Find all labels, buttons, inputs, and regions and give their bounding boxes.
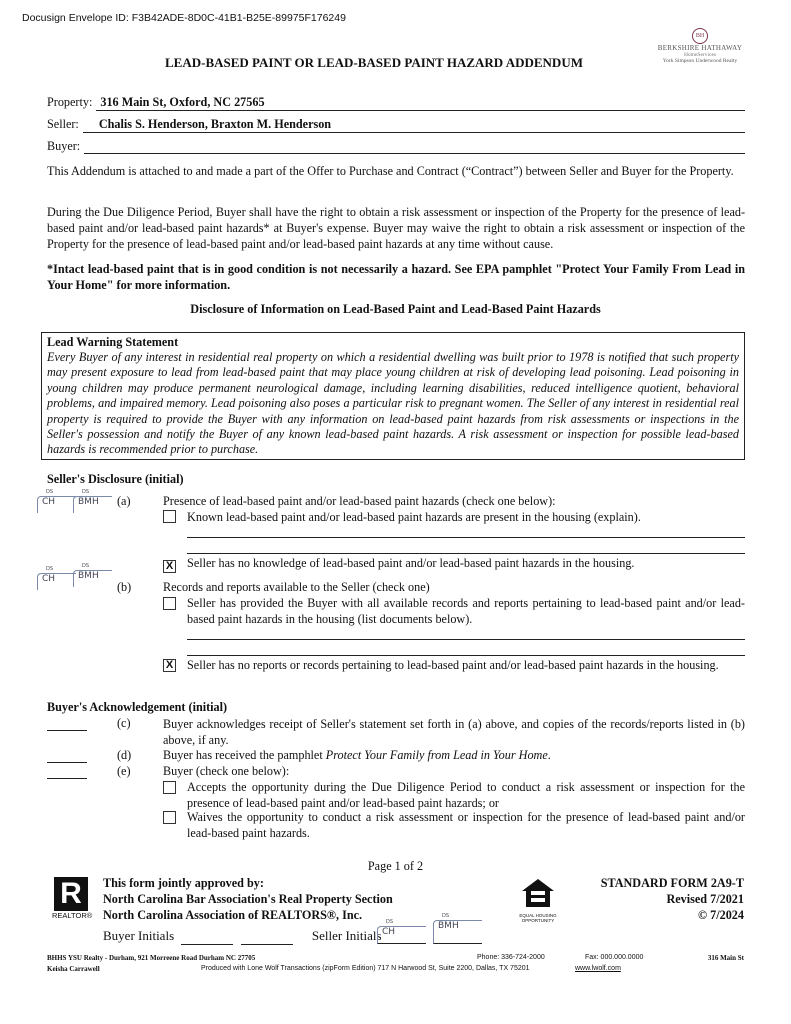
option-no-records[interactable]: X Seller has no reports or records pertaining to lead-based paint and/or lead-based paint hazards in the housing. bbox=[163, 657, 745, 673]
explain-line-1[interactable] bbox=[187, 523, 745, 538]
buyer-initial-d[interactable] bbox=[47, 748, 87, 763]
documents-line-1[interactable] bbox=[187, 625, 745, 640]
explain-line-2[interactable] bbox=[187, 539, 745, 554]
buyer-initial-e[interactable] bbox=[47, 764, 87, 779]
option-provided-records[interactable]: Seller has provided the Buyer with all available records and reports pertaining to lead-based paint and/or lead-based paint hazards in the housing (list documents below). bbox=[163, 595, 745, 627]
disclosure-heading: Disclosure of Information on Lead-Based Paint and Lead-Based Paint Hazards bbox=[190, 302, 601, 316]
buyer-field: Buyer: bbox=[47, 139, 745, 154]
option-known-lead[interactable]: Known lead-based paint and/or lead-based paint hazards are present in the housing (explain). bbox=[163, 510, 641, 525]
brokerage-logo: BH BERKSHIRE HATHAWAY HomeServices York Simpson Underwood Realty bbox=[652, 28, 748, 64]
envelope-id: Docusign Envelope ID: F3B42ADE-8D0C-41B1-B25E-89975F176249 bbox=[22, 12, 346, 24]
seller-value[interactable]: Chalis S. Henderson, Braxton M. Henderson bbox=[83, 117, 745, 133]
buyer-initials-2[interactable] bbox=[241, 928, 293, 945]
checkbox[interactable] bbox=[163, 597, 176, 610]
documents-line-2[interactable] bbox=[187, 641, 745, 656]
seller-initial-2b[interactable]: DS BMH bbox=[73, 570, 112, 587]
approval-block: This form jointly approved by: North Carolina Bar Association's Real Property Section North Carolina Association of REALTORS®, Inc. bbox=[103, 876, 393, 922]
seller-initial-2[interactable]: DS BMH bbox=[73, 496, 112, 513]
due-diligence-paragraph: During the Due Diligence Period, Buyer shall have the right to obtain a risk assessment or inspection of the Property for the presence of lead-based paint and/or lead-based paint hazards* at Buyer's expense. Buyer may waive the right to obtain a risk assessment or inspection of the Property for the presence of lead-based paint and/or lead-based paint hazards at any time without cause. bbox=[47, 205, 745, 251]
initials-row: Buyer Initials Seller Initials bbox=[103, 928, 382, 943]
property-field: Property: 316 Main St, Oxford, NC 27565 bbox=[47, 95, 745, 111]
checkbox-checked[interactable]: X bbox=[163, 560, 176, 573]
checkbox-checked[interactable]: X bbox=[163, 659, 176, 672]
seller-initials-1[interactable]: DS CH bbox=[377, 926, 426, 944]
buyer-initials-1[interactable] bbox=[181, 928, 233, 945]
checkbox[interactable] bbox=[163, 811, 176, 824]
option-waives[interactable]: Waives the opportunity to conduct a risk assessment or inspection for the presence of lead-based paint and/or lead-based paint hazards. bbox=[163, 809, 745, 841]
seller-initial-1[interactable]: DS CH bbox=[37, 496, 76, 513]
page-number: Page 1 of 2 bbox=[367, 859, 424, 873]
option-no-knowledge[interactable]: X Seller has no knowledge of lead-based paint and/or lead-based paint hazards in the housing. bbox=[163, 556, 634, 573]
option-accepts[interactable]: Accepts the opportunity during the Due Diligence Period to conduct a risk assessment or inspection for the presence of lead-based paint and/or lead-based paint hazards; or bbox=[163, 779, 745, 811]
intact-paint-note: *Intact lead-based paint that is in good condition is not necessarily a hazard. See EPA pamphlet "Protect Your Family From Lead in Your Home" for more information. bbox=[47, 262, 745, 292]
checkbox[interactable] bbox=[163, 781, 176, 794]
buyer-initial-c[interactable] bbox=[47, 716, 87, 731]
lead-warning-box: Lead Warning Statement Every Buyer of any interest in residential real property on which a residential dwelling was built prior to 1978 is notified that such property may present exposure to lead from lead-based paint that may place young children at risk of developing lead poisoning. Lead poisoning in young children may produce permanent neurological damage, including learning disabilities, reduced intelligence quotient, behavioral problems, and impaired memory. Lead poisoning also poses a particular risk to pregnant women. The Seller of any interest in residential real property is required to provide the Buyer with any information on lead-based paint hazards from risk assessments or inspections in the Seller's possession and notify the Buyer of any known lead-based paint hazards. A risk assessment or inspection for possible lead-based hazards is recommended prior to purchase. bbox=[41, 332, 745, 460]
page-title: LEAD-BASED PAINT OR LEAD-BASED PAINT HAZARD ADDENDUM bbox=[165, 55, 583, 70]
equal-housing-icon: EQUAL HOUSING OPPORTUNITY bbox=[513, 877, 563, 923]
document-page: Docusign Envelope ID: F3B42ADE-8D0C-41B1-B25E-89975F176249 BH BERKSHIRE HATHAWAY HomeServices York Simpson Underwood Realty LEAD-BASED PAINT OR LEAD-BASED PAINT HAZARD ADDENDUM Property: 316 Main St, Oxford, NC 27565 Seller: Chalis S. Henderson, Braxton M. Henderson Buyer: This Addendum is attached to and made a part of the Offer to Purchase and Contract (“Contract”) between Seller and Buyer for the Property. During the Due Diligence Period, Buyer shall have the right to obtain a risk assessment or inspection of the Property for the presence of lead-based paint and/or lead-based paint hazards* at Buyer's expense. Buyer may waive the right to obtain a risk assessment or inspection of the Property for the presence of lead-based paint and/or lead-based paint hazards at any time without cause. *Intact lead-based paint that is in good condition is not necessarily a hazard. See EPA pamphlet "Protect Your Family From Lead in Your Home" for more information. Disclosure of Information on Lead-Based Paint and Lead-Based Paint Hazards Lead Warning Statement Every Buyer of any interest in residential real property on which a residential dwelling was built prior to 1978 is notified that such property may present exposure to lead from lead-based paint that may place young children at risk of developing lead poisoning. Lead poisoning in young children may produce permanent neurological damage, including learning disabilities, reduced intelligence quotient, behavioral problems, and impaired memory. Lead poisoning also poses a particular risk to pregnant women. The Seller of any interest in residential real property is required to provide the Buyer with any information on lead-based paint hazards from risk assessments or inspections in the Seller's possession and notify the Buyer of any known lead-based paint hazards. A risk assessment or inspection for possible lead-based hazards is recommended prior to purchase. Seller's Disclosure (initial) DS CH DS BMH (a) Presence of lead-based paint and/or lead-based paint hazards (check one below): Known lead-based paint and/or lead-based paint hazards are present in the housing (explain). X Seller has no knowledge of lead-based paint and/or lead-based paint hazards in the housing. DS CH DS BMH (b) Records and reports available to the Seller (check one) Seller has provided the Buyer with all available records and reports pertaining to lead-based paint and/or lead-based paint hazards in the housing (list documents below). X Seller has no reports or records pertaining to lead-based paint and/or lead-based paint hazards in the housing. Buyer's Acknowledgement (initial) (c) Buyer acknowledges receipt of Seller's statement set forth in (a) above, and copies of the records/reports listed in (b) above, if any. (d) Buyer has received the pamphlet Protect Your Family from Lead in Your Home. (e) Buyer (check one below): Accepts the opportunity during the Due Diligence Period to conduct a risk assessment or inspection for the presence of lead-based paint and/or lead-based paint hazards; or Waives the opportunity to conduct a risk assessment or inspection for the presence of lead-based paint and/or lead-based paint hazards. Page 1 of 2 R REALTOR® This form jointly approved by: North Carolina Bar Association's Real Property Section North Carolina Association of REALTORS®, Inc. EQUAL HOUSING OPPORTUNITY STANDARD FORM 2A9-T Revised 7/2021 © 7/2024 Buyer Initials Seller Initials DS CH DS BMH BHHS YSU Realty - Durham, 921 Morreene Road Durham NC 27705 Keisha Carrawell Phone: 336-724-2000 Fax: 000.000.0000 316 Main St Produced with Lone Wolf Transactions (zipForm Edition) 717 N Harwood St, Suite 2200, Dallas, TX 75201 www.lwolf.com bbox=[0, 0, 791, 1024]
intro-paragraph: This Addendum is attached to and made a part of the Offer to Purchase and Contract (“Contract”) between Seller and Buyer for the Property. bbox=[47, 164, 734, 178]
realtor-logo: R REALTOR® bbox=[52, 877, 93, 920]
property-value[interactable]: 316 Main St, Oxford, NC 27565 bbox=[96, 95, 745, 111]
checkbox[interactable] bbox=[163, 510, 176, 523]
buyer-ack-heading: Buyer's Acknowledgement (initial) bbox=[47, 700, 228, 714]
seller-disclosure-heading: Seller's Disclosure (initial) bbox=[47, 472, 184, 486]
form-info: STANDARD FORM 2A9-T Revised 7/2021 © 7/2024 bbox=[600, 876, 744, 922]
lwolf-link[interactable]: www.lwolf.com bbox=[575, 965, 621, 972]
buyer-value[interactable] bbox=[84, 139, 745, 154]
seller-initials-2[interactable]: DS BMH bbox=[433, 920, 482, 944]
seller-field: Seller: Chalis S. Henderson, Braxton M. Henderson bbox=[47, 117, 745, 133]
seller-initial-1b[interactable]: DS CH bbox=[37, 573, 76, 590]
